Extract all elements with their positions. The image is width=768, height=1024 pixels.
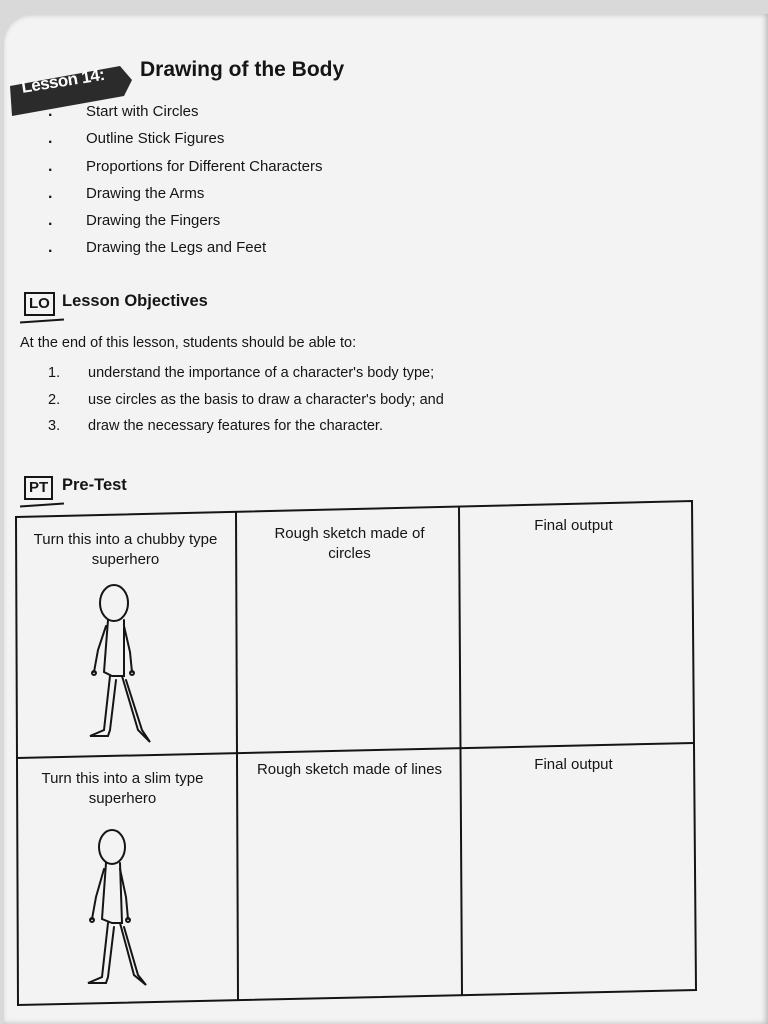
row1-output-text: Final output <box>534 517 613 534</box>
objectives-intro: At the end of this lesson, students should be able to: <box>20 335 357 351</box>
lesson-badge: Lesson 14: <box>20 64 106 97</box>
objectives-heading: Lesson Objectives <box>62 292 208 310</box>
topic-item: . Outline Stick Figures <box>48 130 225 148</box>
lo-icon: LO <box>24 292 55 316</box>
stick-figure-icon <box>80 580 160 745</box>
objective-item: 2. use circles as the basis to draw a character's body; and <box>48 391 444 408</box>
row1-task-text: Turn this into a chubby type superhero <box>33 531 218 568</box>
lesson-title: Drawing of the Body <box>140 58 345 81</box>
row2-sketch-text: Rough sketch made of lines <box>256 761 443 778</box>
pt-icon: PT <box>24 476 53 500</box>
row2-task-text: Turn this into a slim type superhero <box>41 770 204 807</box>
topic-item: . Drawing the Legs and Feet <box>48 239 267 257</box>
topic-item: . Drawing the Fingers <box>48 212 221 230</box>
pretest-heading: Pre-Test <box>62 476 127 494</box>
row2-output-text: Final output <box>534 756 613 773</box>
topic-item: . Start with Circles <box>48 103 199 120</box>
row1-sketch-text: Rough sketch made of circles <box>274 525 425 562</box>
stick-figure-icon <box>80 825 160 995</box>
topic-item: . Drawing the Arms <box>48 184 205 202</box>
objective-item: 1. understand the importance of a character's body type; <box>48 365 435 381</box>
topic-item: . Proportions for Different Characters <box>48 157 323 175</box>
objective-item: 3. draw the necessary features for the character. <box>48 418 383 434</box>
